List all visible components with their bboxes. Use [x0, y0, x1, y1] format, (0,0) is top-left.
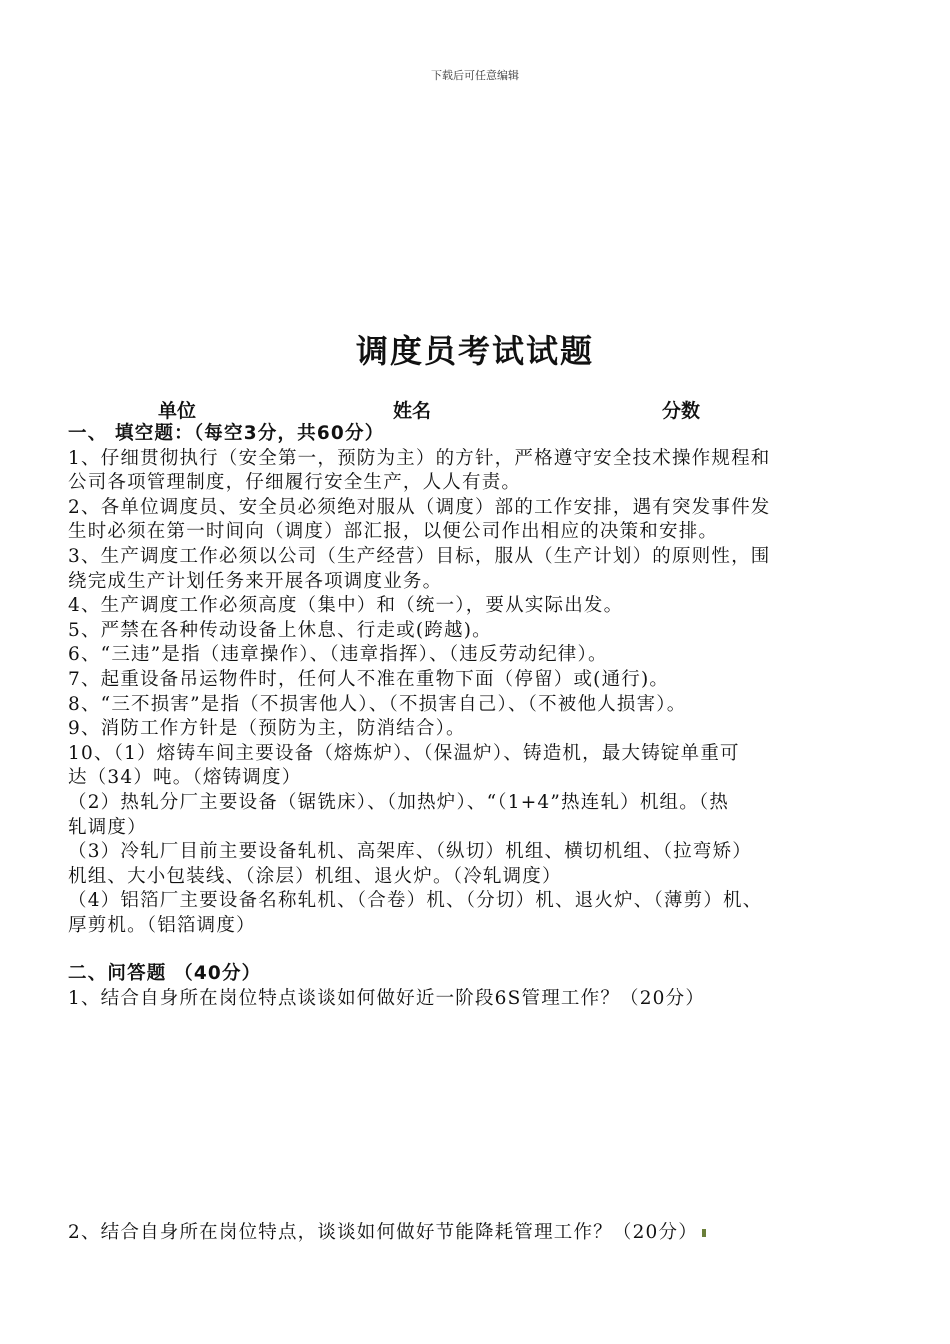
section1-line: 生时必须在第一时间向（调度）部汇报，以便公司作出相应的决策和安排。	[68, 521, 719, 543]
section1-line: 绕完成生产计划任务来开展各项调度业务。	[68, 570, 443, 592]
section1-line: 机组、大小包装线、（涂层）机组、退火炉。（冷轧调度）	[68, 865, 562, 887]
section2-heading: 二、问答题 （40分）	[68, 963, 262, 985]
exam-info-fields	[0, 396, 950, 422]
score-label: 分数	[662, 400, 701, 422]
section1-line: 6、“三违”是指（违章操作）、（违章指挥）、（违反劳动纪律）。	[68, 644, 608, 666]
section1-line: 4、生产调度工作必须高度（集中）和（统一），要从实际出发。	[68, 595, 624, 617]
section1-line: 9、消防工作方针是（预防为主，防消结合）。	[68, 718, 466, 740]
section1-line: 8、“三不损害”是指（不损害他人）、（不损害自己）、（不被他人损害）。	[68, 693, 687, 715]
unit-label: 单位	[158, 400, 197, 422]
question-2-row	[68, 1218, 706, 1244]
section1-line: 厚剪机。（铝箔调度）	[68, 914, 256, 936]
name-label: 姓名	[393, 400, 432, 422]
section1-line: 2、各单位调度员、安全员必须绝对服从（调度）部的工作安排，遇有突发事件发	[68, 496, 771, 518]
question-1: 1、结合自身所在岗位特点谈谈如何做好近一阶段6S管理工作？（20分）	[68, 988, 706, 1010]
question-2: 2、结合自身所在岗位特点，谈谈如何做好节能降耗管理工作？（20分）	[68, 1222, 698, 1243]
section1-heading: 一、 填空题：（每空3分，共60分）	[68, 423, 385, 444]
section1-line: 达（34）吨。（熔铸调度）	[68, 767, 302, 789]
section1-line: 10、（1）熔铸车间主要设备（熔炼炉）、（保温炉）、铸造机，最大铸锭单重可	[68, 742, 740, 764]
section1-line: （4）铝箔厂主要设备名称轧机、（合卷）机、（分切）机、退火炉、（薄剪）机、	[68, 890, 763, 912]
section1-line: 5、严禁在各种传动设备上休息、行走或(跨越)。	[68, 619, 492, 641]
section1-line: 7、起重设备吊运物件时，任何人不准在重物下面（停留）或(通行)。	[68, 668, 670, 690]
section1-line: 1、仔细贯彻执行（安全第一，预防为主）的方针，严格遵守安全技术操作规程和	[68, 447, 771, 469]
section1-line: 公司各项管理制度，仔细履行安全生产，人人有责。	[68, 472, 522, 494]
end-mark	[702, 1229, 706, 1237]
section1-line: 轧调度）	[68, 816, 147, 838]
exam-content	[68, 422, 888, 1012]
section1-line: （3）冷轧厂目前主要设备轧机、高架库、（纵切）机组、横切机组、（拉弯矫）	[68, 841, 752, 863]
section1-line: （2）热轧分厂主要设备（锯铣床）、（加热炉）、“（1+4”热连轧）机组。（热	[68, 791, 730, 813]
section1-line: 3、生产调度工作必须以公司（生产经营）目标，服从（生产计划）的原则性，围	[68, 545, 771, 567]
spacer	[68, 938, 888, 962]
header-note: 下载后可任意编辑	[431, 69, 519, 82]
section1-lines	[68, 447, 888, 939]
page-title: 调度员考试试题	[355, 332, 594, 370]
